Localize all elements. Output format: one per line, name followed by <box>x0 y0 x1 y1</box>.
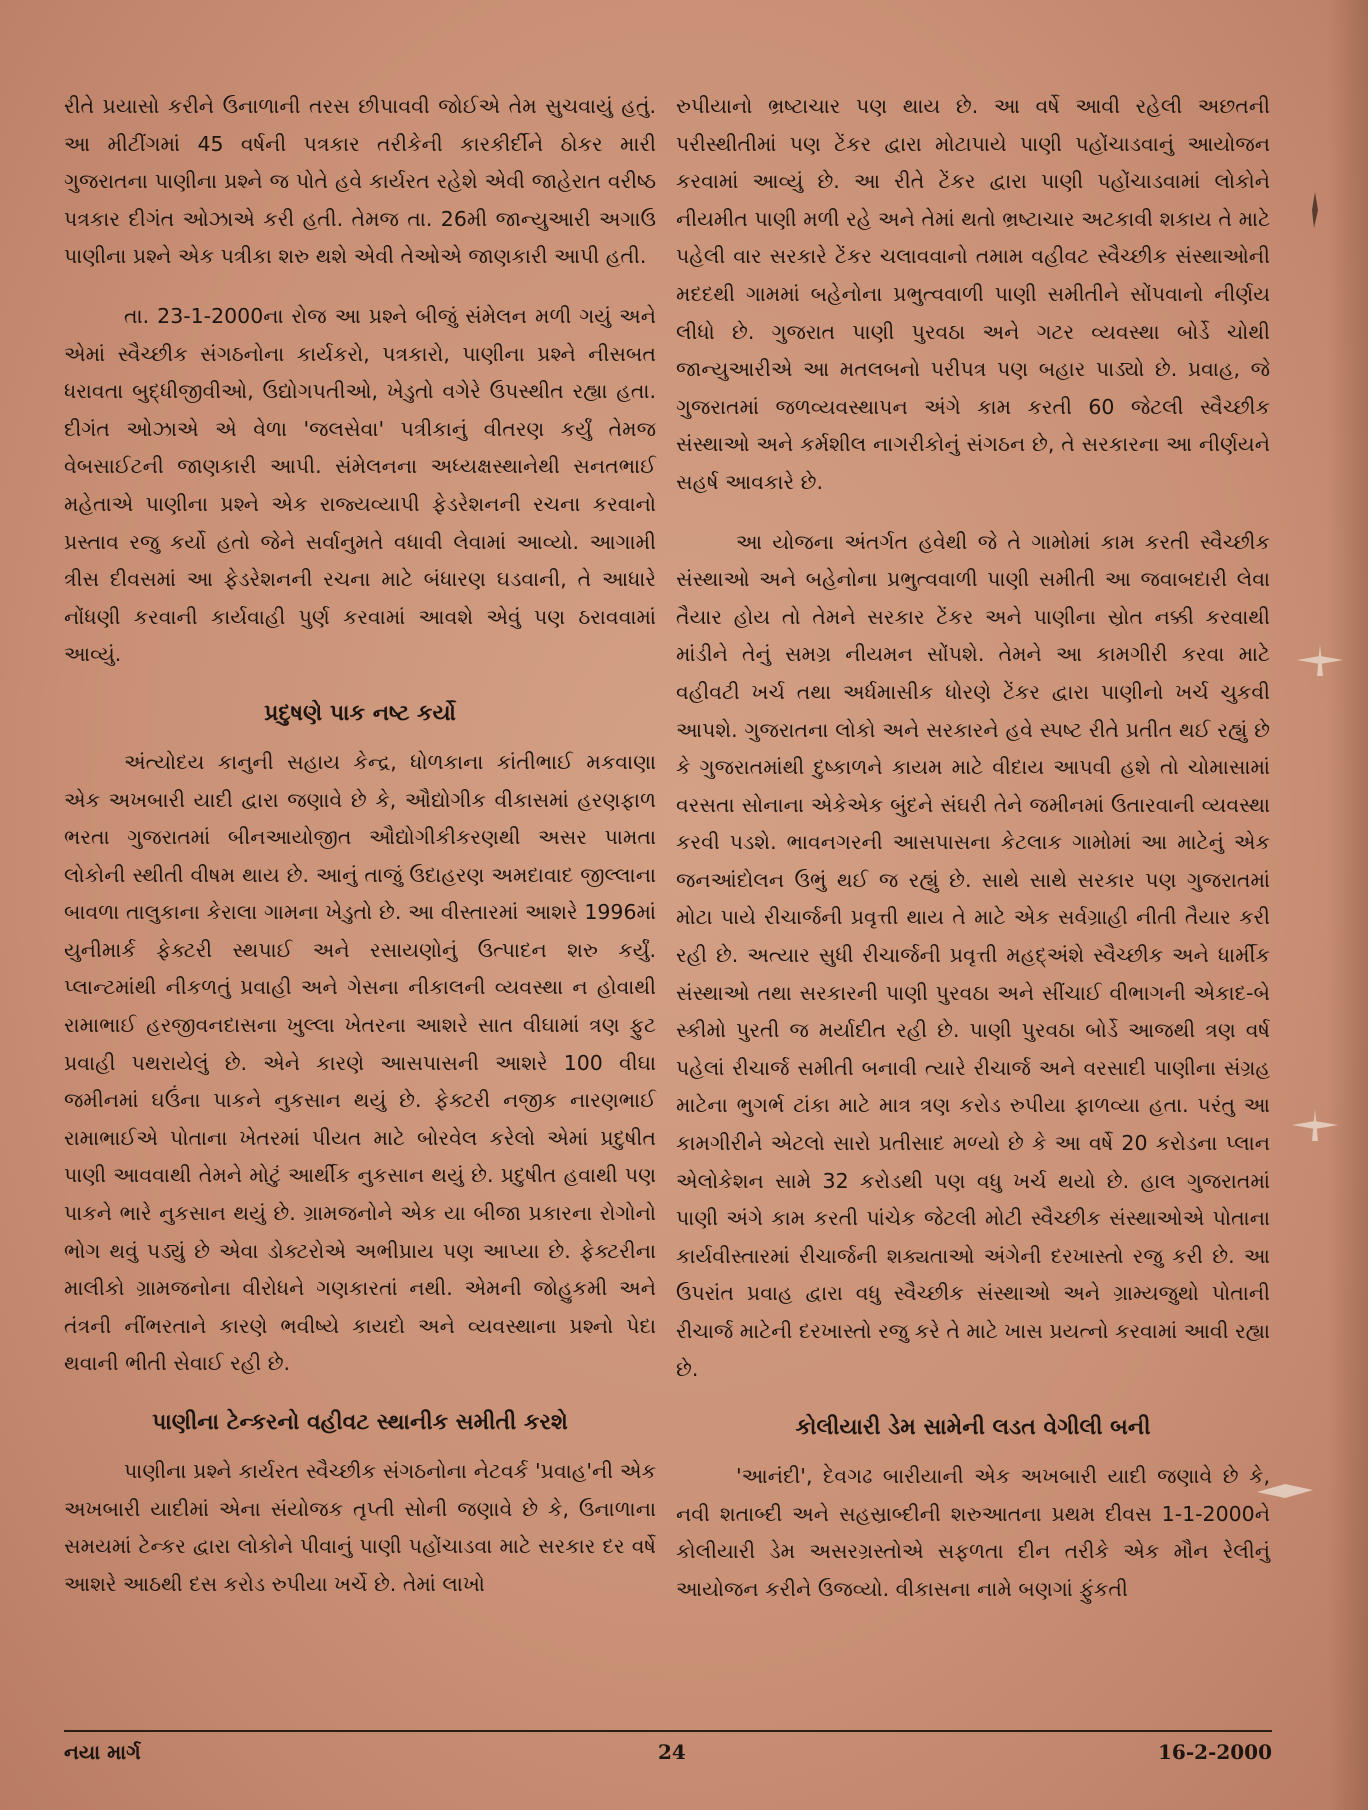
paragraph: રુપીયાનો ભ્રષ્ટાચાર પણ થાય છે. આ વર્ષે આવી રહેલી અછતની પરીસ્થીતીમાં પણ ટેંકર દ્વારા મોટાપાયે પાણી પહોંચાડવાનું આયોજન કરવામાં આવ્યું છે. આ રીતે ટેંકર દ્વારા પાણી પહોંચાડવામાં લોકોને નીયમીત પાણી મળી રહે અને તેમાં થતો ભ્રષ્ટાચાર અટકાવી શકાય તે માટે પહેલી વાર સરકારે ટેંકર ચલાવવાનો તમામ વહીવટ સ્વૈચ્છીક સંસ્થાઓની મદદથી ગામમાં બહેનોના પ્રભુત્વવાળી પાણી સમીતીને સોંપવાનો નીર્ણય લીધો છે. ગુજરાત પાણી પુરવઠા અને ગટર વ્યવસ્થા બોર્ડે ચોથી જાન્યુઆરીએ આ મતલબનો પરીપત્ર પણ બહાર પાડ્યો છે. પ્રવાહ, જે ગુજરાતમાં જળવ્યવસ્થાપન અંગે કામ કરતી 60 જેટલી સ્વૈચ્છીક સંસ્થાઓ અને કર્મશીલ નાગરીકોનું સંગઠન છે, તે સરકારના આ નીર્ણયને સહર્ષ આવકારે છે. <box>676 94 1270 494</box>
paper-tear-mark <box>1290 1105 1340 1145</box>
paragraph: તા. 23-1-2000ના રોજ આ પ્રશ્ને બીજું સંમેલન મળી ગયું અને એમાં સ્વૈચ્છીક સંગઠનોના કાર્યકરો, પત્રકારો, પાણીના પ્રશ્ને નીસબત ધરાવતા બુદ્ધીજીવીઓ, ઉદ્યોગપતીઓ, ખેડુતો વગેરે ઉપસ્થીત રહ્યા હતા. દીગંત ઓઝાએ એ વેળા 'જલસેવા' પત્રીકાનું વીતરણ કર્યું તેમજ વેબસાઈટની જાણકારી આપી. સંમેલનના અધ્યક્ષસ્થાનેથી સનતભાઈ મહેતાએ પાણીના પ્રશ્ને એક રાજ્યવ્યાપી ફેડરેશનની રચના કરવાનો પ્રસ્તાવ રજુ કર્યો હતો જેને સર્વાનુમતે વધાવી લેવામાં આવ્યો. આગામી ત્રીસ દીવસમાં આ ફેડરેશનની રચના માટે બંધારણ ઘડવાની, તે આધારે નોંધણી કરવાની કાર્યવાહી પુર્ણ કરવામાં આવશે એવું પણ ઠરાવવામાં આવ્યું. <box>64 303 656 667</box>
publication-name: નયા માર્ગ <box>64 1740 141 1764</box>
left-column <box>64 88 656 1603</box>
paragraph: રીતે પ્રયાસો કરીને ઉનાળાની તરસ છીપાવવી જોઈએ તેમ સુચવાયું હતું. આ મીટીંગમાં 45 વર્ષની પત્રકાર તરીકેની કારકીર્દીને ઠોકર મારી ગુજરાતના પાણીના પ્રશ્ને જ પોતે હવે કાર્યરત રહેશે એવી જાહેરાત વરીષ્ઠ પત્રકાર દીગંત ઓઝાએ કરી હતી. તેમજ તા. 26મી જાન્યુઆરી અગાઉ પાણીના પ્રશ્ને એક પત્રીકા શરુ થશે એવી તેઓએ જાણકારી આપી હતી. <box>64 94 656 269</box>
right-column <box>676 88 1270 1609</box>
paragraph: પાણીના પ્રશ્ને કાર્યરત સ્વૈચ્છીક સંગઠનોના નેટવર્ક 'પ્રવાહ'ની એક અખબારી યાદીમાં એના સંયોજક તૃપ્તી સોની જણાવે છે કે, ઉનાળાના સમયમાં ટેન્કર દ્વારા લોકોને પીવાનું પાણી પહોંચાડવા માટે સરકાર દર વર્ષે આશરે આઠથી દસ કરોડ રુપીયા ખર્ચે છે. તેમાં લાખો <box>64 1459 656 1596</box>
section-heading: કોલીયારી ડેમ સામેની લડત વેગીલી બની <box>795 1415 1151 1441</box>
section-heading: પ્રદુષણે પાક નષ્ટ કર્યો <box>264 700 456 726</box>
page-number: 24 <box>658 1740 686 1764</box>
page-edge-shadow <box>1328 0 1368 1810</box>
paragraph: આ યોજના અંતર્ગત હવેથી જે તે ગામોમાં કામ કરતી સ્વૈચ્છીક સંસ્થાઓ અને બહેનોના પ્રભુત્વવાળી પાણી સમીતી આ જવાબદારી લેવા તૈયાર હોય તો તેમને સરકાર ટેંકર અને પાણીના સ્રોત નક્કી કરવાથી માંડીને તેનું સમગ્ર નીયમન સોંપશે. તેમને આ કામગીરી કરવા માટે વહીવટી ખર્ચ તથા અર્ધમાસીક ધોરણે ટેંકર દ્વારા પાણીનો ખર્ચ ચુકવી આપશે. ગુજરાતના લોકો અને સરકારને હવે સ્પષ્ટ રીતે પ્રતીત થઈ રહ્યું છે કે ગુજરાતમાંથી દુષ્કાળને કાયમ માટે વીદાય આપવી હશે તો ચોમાસામાં વરસતા સોનાના એકેએક બુંદને સંઘરી તેને જમીનમાં ઉતારવાની વ્યવસ્થા કરવી પડશે. ભાવનગરની આસપાસના કેટલાક ગામોમાં આ માટેનું એક જનઆંદોલન ઉભું થઈ જ રહ્યું છે. સાથે સાથે સરકાર પણ ગુજરાતમાં મોટા પાયે રીચાર્જની પ્રવૃત્તી થાય તે માટે એક સર્વગ્રાહી નીતી તૈયાર કરી રહી છે. અત્યાર સુધી રીચાર્જની પ્રવૃત્તી મહદ્અંશે સ્વૈચ્છીક અને ધાર્મીક સંસ્થાઓ તથા સરકારની પાણી પુરવઠા અને સીંચાઈ વીભાગની એકાદ-બે સ્કીમો પુરતી જ મર્યાદીત રહી છે. પાણી પુરવઠા બોર્ડે આજથી ત્રણ વર્ષ પહેલાં રીચાર્જ સમીતી બનાવી ત્યારે રીચાર્જ અને વરસાદી પાણીના સંગ્રહ માટેના ભુગર્ભ ટાંકા માટે માત્ર ત્રણ કરોડ રુપીયા ફાળવ્યા હતા. પરંતુ આ કામગીરીને એટલો સારો પ્રતીસાદ મળ્યો છે કે આ વર્ષે 20 કરોડના પ્લાન એલોકેશન સામે 32 કરોડથી પણ વધુ ખર્ચ થયો છે. હાલ ગુજરાતમાં પાણી અંગે કામ કરતી પાંચેક જેટલી મોટી સ્વૈચ્છીક સંસ્થાઓએ પોતાના કાર્યવીસ્તારમાં રીચાર્જની શક્યતાઓ અંગેની દરખાસ્તો રજુ કરી છે. આ ઉપરાંત પ્રવાહ દ્વારા વધુ સ્વૈચ્છીક સંસ્થાઓ અને ગ્રામ્યજુથો પોતાની રીચાર્જ માટેની દરખાસ્તો રજુ કરે તે માટે ખાસ પ્રયત્નો કરવામાં આવી રહ્યા છે. <box>676 529 1270 1381</box>
section-heading: પાણીના ટેન્કરનો વહીવટ સ્થાનીક સમીતી કરશે <box>152 1410 568 1435</box>
paragraph: 'આનંદી', દેવગઢ બારીયાની એક અખબારી યાદી જણાવે છે કે, નવી શતાબ્દી અને સહસ્રાબ્દીની શરુઆતના પ્રથમ દીવસ 1-1-2000ને કોલીયારી ડેમ અસરગ્રસ્તોએ સફળતા દીન તરીકે એક મૌન રેલીનું આયોજન કરીને ઉજવ્યો. વીકાસના નામે બણગાં ફુંકતી <box>676 1464 1270 1601</box>
page-footer <box>64 1730 1272 1772</box>
paper-tear-mark <box>1300 190 1330 230</box>
paper-tear-mark <box>1295 640 1345 680</box>
paragraph: અંત્યોદય કાનુની સહાય કેન્દ્ર, ધોળકાના કાંતીભાઈ મકવાણા એક અખબારી યાદી દ્વારા જણાવે છે કે, ઔદ્યોગીક વીકાસમાં હરણફાળ ભરતા ગુજરાતમાં બીનઆયોજીત ઔદ્યોગીકીકરણથી અસર પામતા લોકોની સ્થીતી વીષમ થાય છે. આનું તાજું ઉદાહરણ અમદાવાદ જીલ્લાના બાવળા તાલુકાના કેરાલા ગામના ખેડુતો છે. આ વીસ્તારમાં આશરે 1996માં યુનીમાર્ક ફેક્ટરી સ્થપાઈ અને રસાયણોનું ઉત્પાદન શરુ કર્યું. પ્લાન્ટમાંથી નીકળતું પ્રવાહી અને ગેસના નીકાલની વ્યવસ્થા ન હોવાથી રામાભાઈ હરજીવનદાસના ખુલ્લા ખેતરના આશરે સાત વીઘામાં ત્રણ ફુટ પ્રવાહી પથરાયેલું છે. એને કારણે આસપાસની આશરે 100 વીઘા જમીનમાં ઘઉંના પાકને નુકસાન થયું છે. ફેક્ટરી નજીક નારણભાઈ રામાભાઈએ પોતાના ખેતરમાં પીયત માટે બોરવેલ કરેલો એમાં પ્રદુષીત પાણી આવવાથી તેમને મોટું આર્થીક નુકસાન થયું છે. પ્રદુષીત હવાથી પણ પાકને ભારે નુકસાન થયું છે. ગ્રામજનોને એક યા બીજા પ્રકારના રોગોનો ભોગ થવું પડ્યું છે એવા ડોક્ટરોએ અભીપ્રાય પણ આપ્યા છે. ફેક્ટરીના માલીકો ગ્રામજનોના વીરોધને ગણકારતાં નથી. એમની જોહુકમી અને તંત્રની નીંભરતાને કારણે ભવીષ્યે કાયદો અને વ્યવસ્થાના પ્રશ્નો પેદા થવાની ભીતી સેવાઈ રહી છે. <box>64 749 656 1376</box>
issue-date: 16-2-2000 <box>1157 1740 1272 1764</box>
